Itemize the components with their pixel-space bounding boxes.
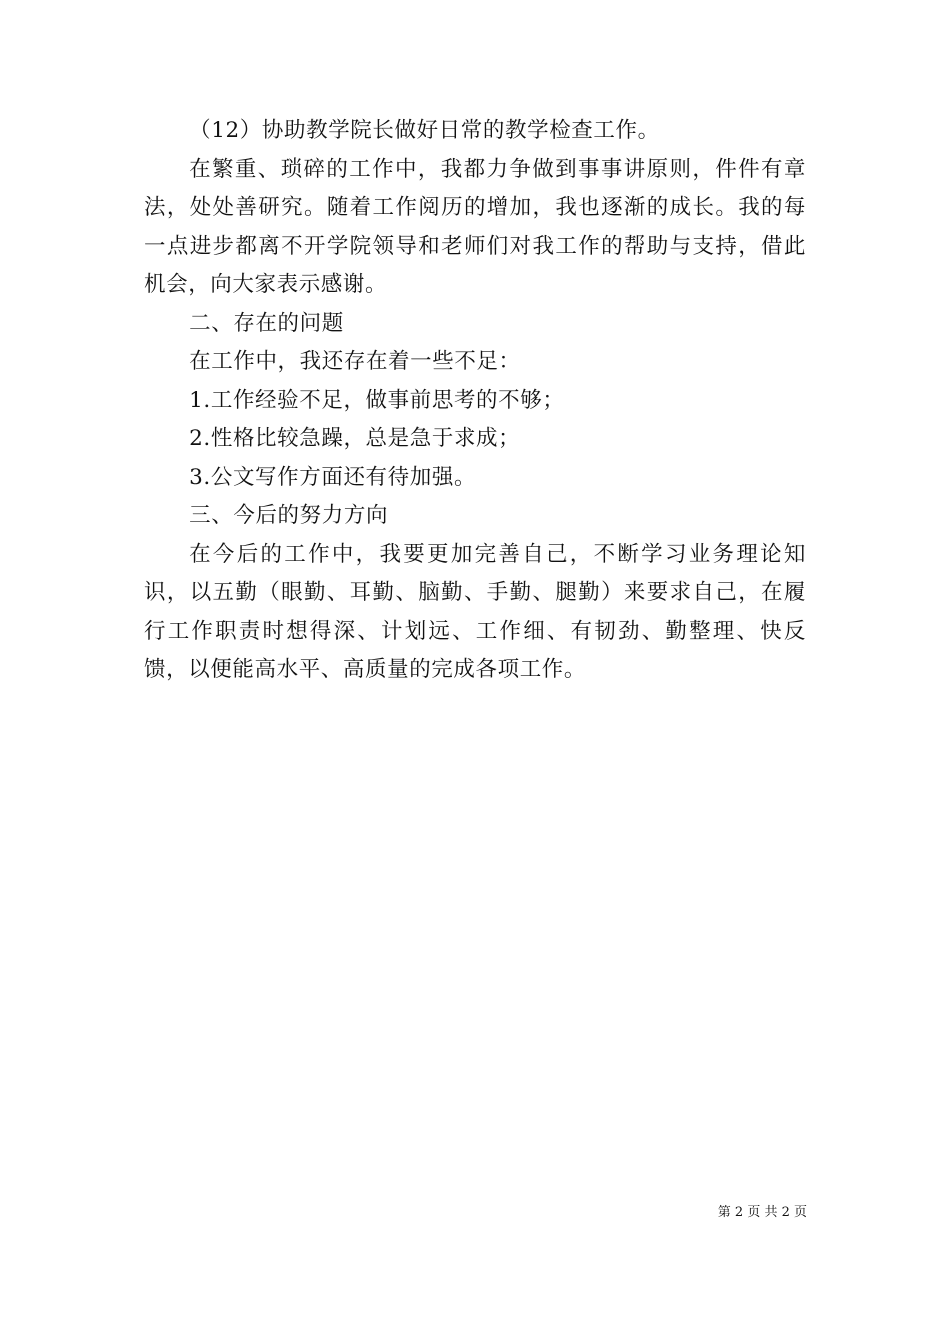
list-item-shortcoming-1: 1.工作经验不足，做事前思考的不够； [189,387,565,413]
section-heading-problems: 二、存在的问题 [189,310,344,336]
paragraph-work-summary: 在繁重、琐碎的工作中，我都力争做到事事讲原则，件件有章法，处处善研究。随着工作阅历的增加，我也逐渐的成长。我的每一点进步都离不开学院领导和老师们对我工作的帮助与支持，借此机会，向大家表示感谢。 [144,156,806,297]
paragraph-task-12: （12）协助教学院长做好日常的教学检查工作。 [189,118,660,143]
list-item-shortcoming-2: 2.性格比较急躁，总是急于求成； [189,426,521,451]
page-number-footer: 第 2 页 共 2 页 [717,1205,807,1220]
section-heading-future: 三、今后的努力方向 [189,503,389,528]
paragraph-shortcomings-intro: 在工作中，我还存在着一些不足： [189,349,521,374]
document-body [144,112,806,690]
list-item-shortcoming-3: 3.公文写作方面还有待加强。 [189,464,477,490]
paragraph-future-plan: 在今后的工作中，我要更加完善自己，不断学习业务理论知识，以五勤（眼勤、耳勤、脑勤、手勤、腿勤）来要求自己，在履行工作职责时想得深、计划远、工作细、有韧劲、勤整理、快反馈，以便能高水平、高质量的完成各项工作。 [144,541,806,682]
